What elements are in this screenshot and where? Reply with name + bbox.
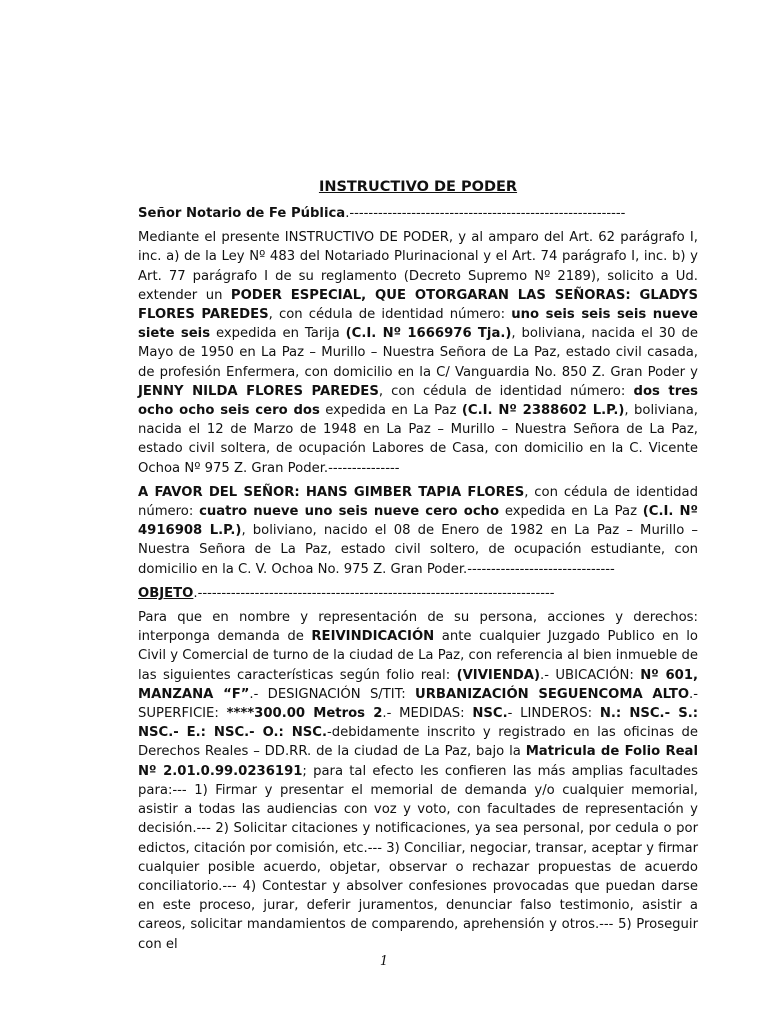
- text-run: , con cédula de identidad número:: [268, 307, 512, 323]
- paragraph-attorney: [138, 483, 698, 579]
- text-run: Mediante el presente INSTRUCTIVO DE PODER, y al amparo del Art. 62 parágrafo I, inc. a) de la Ley Nº 483 del Notariado Plurinacional y el Art. 74 parágrafo I, inc. b) y Art. 77 parágrafo I de su reglamento (Decreto Supremo Nº 2189), solicito a Ud. extender un: [138, 230, 698, 303]
- property-measures: NSC.: [472, 706, 508, 722]
- text-run: .- SUPERFICIE:: [138, 686, 698, 722]
- objeto-heading-line: [138, 584, 698, 603]
- text-run: .- DESIGNACIÓN S/TIT:: [249, 686, 416, 702]
- objeto-heading: OBJETO: [138, 585, 194, 601]
- text-run: ; para tal efecto les confieren las más amplias facultades para:--- 1) Firmar y presentar el memorial de demanda y/o cualquier memorial, asistir a todas las audiencias con voz y voto, con facultades de representación y decisión.--- 2) Solicitar citaciones y notificaciones, ya sea personal, por cedula o por edictos, citación por comisión, etc.--- 3) Conciliar, negociar, transar, aceptar y firmar cualquier posible acuerdo, objetar, observar o rechazar propuestas de acuerdo conciliatorio.--- 4) Contestar y absolver confesiones provocadas que puedan darse en este proceso, jurar, deferir juramentos, denunciar falso testimonio, asistir a careos, solicitar mandamientos de comparendo, aprehensión y otros.--- 5) Proseguir con el: [138, 763, 698, 952]
- document-body: [138, 176, 698, 959]
- text-run: , con cédula de identidad número:: [138, 484, 698, 520]
- paragraph-object: [138, 608, 698, 954]
- id-number: (C.I. Nº 4916908 L.P.): [138, 504, 698, 539]
- text-run: , con cédula de identidad número:: [378, 383, 634, 399]
- property-area: ****300.00 Metros 2: [226, 706, 383, 722]
- text-run: .- MEDIDAS:: [382, 706, 473, 722]
- id-number: (C.I. Nº 1666976 Tja.): [345, 326, 512, 342]
- addressee-line: [138, 204, 698, 223]
- addressee-name: Señor Notario de Fe Pública: [138, 206, 346, 221]
- attorney-heading: A FAVOR DEL SEÑOR: HANS GIMBER TAPIA FLORES: [138, 484, 525, 500]
- objeto-dashes: .---------------------------------------------------------------------------: [193, 585, 555, 601]
- text-run: expedida en Tarija: [210, 326, 346, 342]
- paragraph-grantors: [138, 228, 698, 478]
- text-run: , boliviana, nacida el 30 de Mayo de 1950 en La Paz – Murillo – Nuestra Señora de La Paz, estado civil casada, de profesión Enfermera, con domicilio en la C/ Vanguardia No. 850 Z. Gran Poder y: [138, 326, 698, 380]
- id-number-words: dos tres ocho ocho seis cero dos: [138, 383, 699, 419]
- text-run: ante cualquier Juzgado Publico en lo Civil y Comercial de turno de la ciudad de La Paz, con referencia al bien inmueble de las siguientes características según folio real:: [138, 629, 698, 683]
- text-run: , boliviana, nacida el 12 de Marzo de 1948 en La Paz – Murillo – Nuestra Señora de La Paz, estado civil soltera, de ocupación Labores de Casa, con domicilio en la C. Vicente Ochoa Nº 975 Z. Gran Poder.---------------: [138, 403, 698, 476]
- addressee-dashes: .----------------------------------------------------------: [345, 206, 626, 221]
- id-number-words: cuatro nueve uno seis nueve cero ocho: [199, 504, 500, 520]
- property-boundaries: N.: NSC.- S.: NSC.- E.: NSC.- O.: NSC.: [138, 706, 698, 741]
- id-number: (C.I. Nº 2388602 L.P.): [461, 403, 625, 419]
- text-run: , boliviano, nacido el 08 de Enero de 1982 en La Paz – Murillo – Nuestra Señora de La Paz, estado civil soltero, de ocupación estudiante, con domicilio en la C. V. Ochoa No. 975 Z. Gran Poder.-------------------------------: [138, 523, 699, 577]
- grantor-name: JENNY NILDA FLORES PAREDES: [138, 383, 379, 399]
- text-run: - LINDEROS:: [507, 706, 600, 722]
- page-number: 1: [379, 954, 389, 969]
- text-run: expedida en La Paz: [319, 403, 462, 419]
- text-run: Para que en nombre y representación de su persona, acciones y derechos: interponga demanda de: [138, 610, 698, 645]
- text-run: .- UBICACIÓN:: [540, 667, 641, 683]
- property-designation: URBANIZACIÓN SEGUENCOMA ALTO: [415, 686, 690, 702]
- grantors-heading: PODER ESPECIAL, QUE OTORGARAN LAS SEÑORAS: GLADYS FLORES PAREDES: [138, 287, 698, 323]
- id-number-words: uno seis seis seis nueve siete seis: [138, 307, 699, 342]
- property-location: Nº 601, MANZANA “F”: [138, 667, 699, 702]
- text-run: -debidamente inscrito y registrado en las oficinas de Derechos Reales – DD.RR. de la ciudad de La Paz, bajo la: [138, 725, 698, 760]
- document-title: INSTRUCTIVO DE PODER: [318, 179, 518, 195]
- folio-registration: Matricula de Folio Real Nº 2.01.0.99.0236191: [138, 744, 698, 779]
- claim-type: REIVINDICACIÓN: [311, 629, 435, 645]
- text-run: expedida en La Paz: [499, 504, 643, 520]
- property-type: (VIVIENDA): [456, 667, 541, 683]
